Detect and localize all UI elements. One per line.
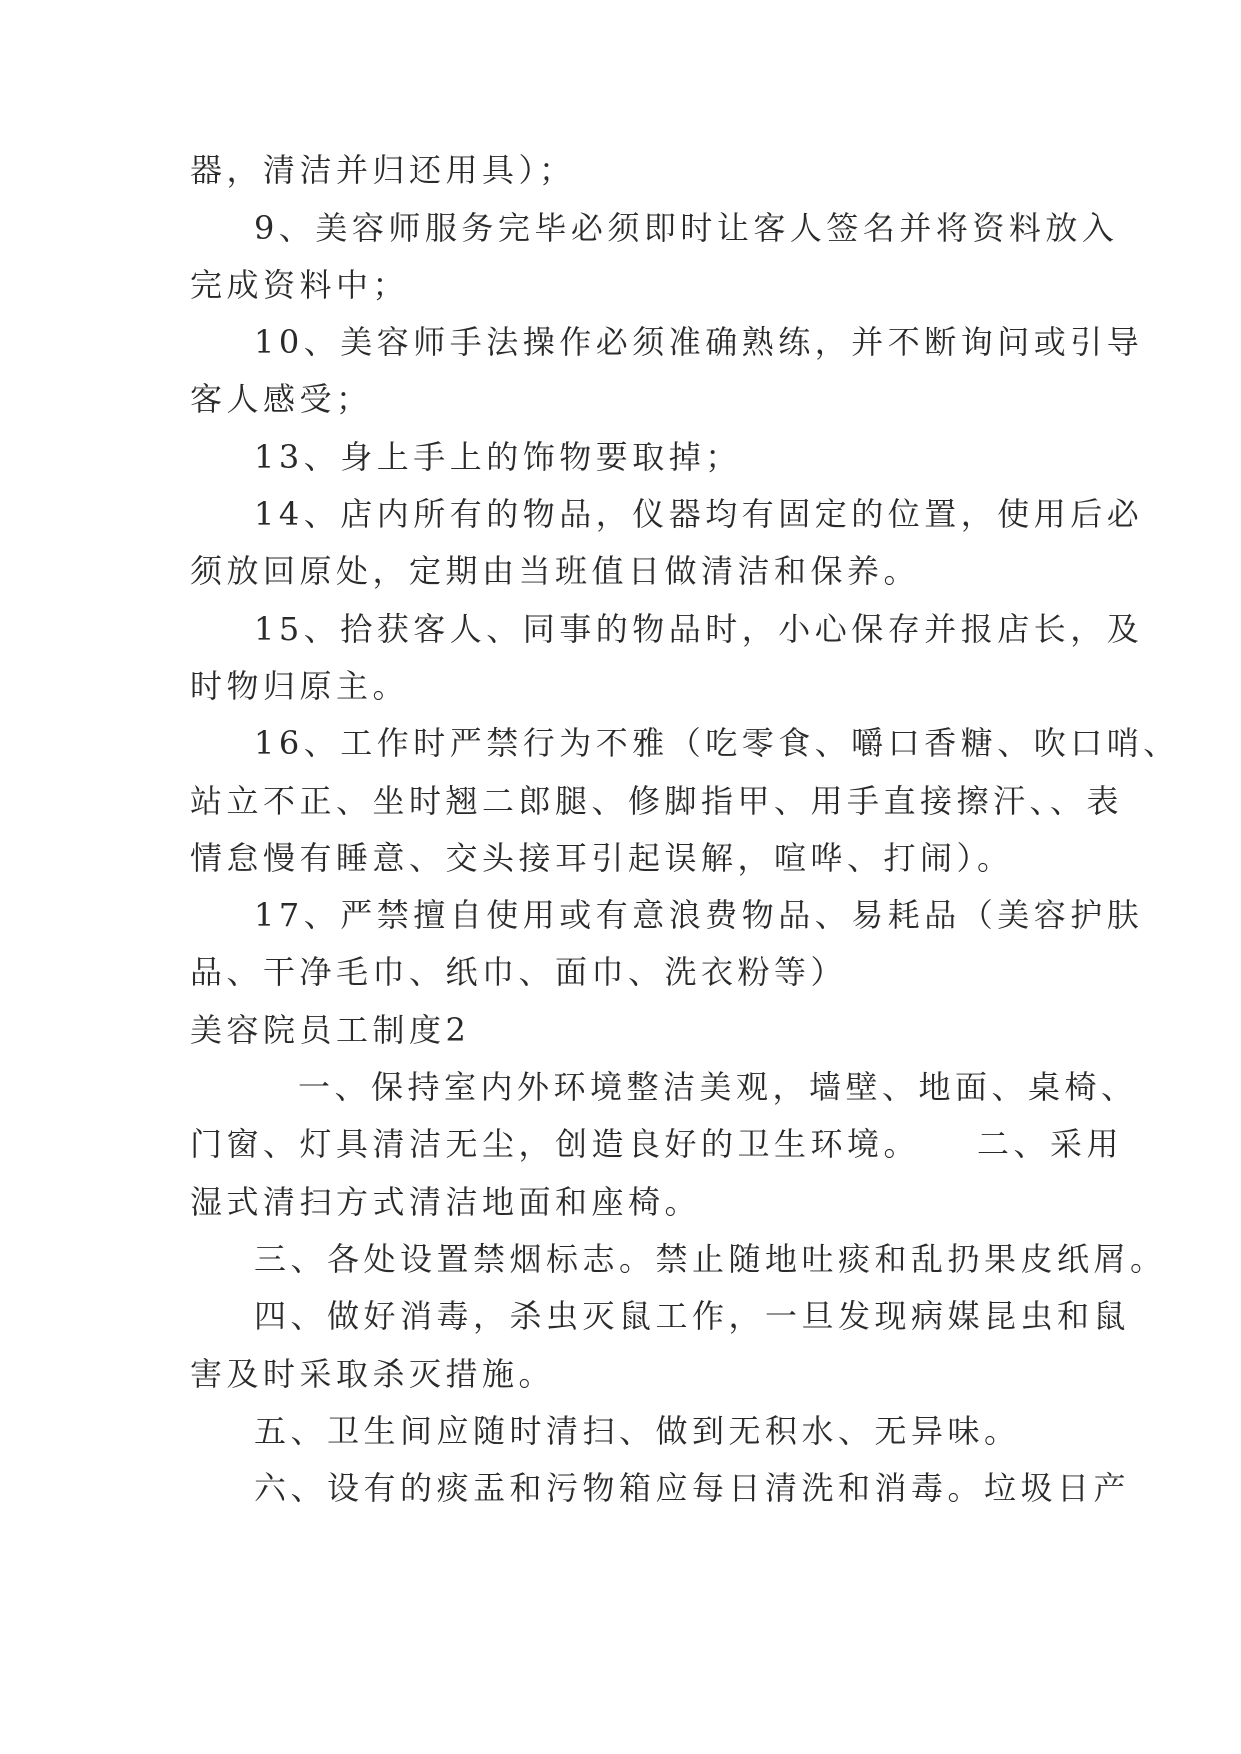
- text-line: 六、设有的痰盂和污物箱应每日清洗和消毒。垃圾日产: [254, 1469, 1131, 1507]
- text-line: 13、身上手上的饰物要取掉；: [254, 438, 742, 476]
- text-line: 站立不正、坐时翘二郎腿、修脚指甲、用手直接擦汗、、表: [190, 782, 1124, 820]
- text-line: 一、保持室内外环境整洁美观，墙壁、地面、桌椅、: [298, 1068, 1138, 1106]
- text-line: 时物归原主。: [190, 667, 410, 705]
- text-line: 14、店内所有的物品，仪器均有固定的位置，使用后必: [254, 495, 1144, 533]
- text-line: 器，清洁并归还用具）；: [190, 151, 576, 189]
- text-line: 湿式清扫方式清洁地面和座椅。: [190, 1183, 702, 1221]
- text-line: 五、卫生间应随时清扫、做到无积水、无异味。: [254, 1412, 1021, 1450]
- text-line: 17、严禁擅自使用或有意浪费物品、易耗品（美容护肤: [254, 896, 1144, 934]
- text-line: 情怠慢有睡意、交头接耳引起误解，喧哗、打闹）。: [190, 839, 1014, 877]
- text-line: 害及时采取杀灭措施。: [190, 1355, 556, 1393]
- text-line: 须放回原处，定期由当班值日做清洁和保养。: [190, 552, 921, 590]
- text-line: 9、美容师服务完毕必须即时让客人签名并将资料放入: [254, 209, 1119, 247]
- text-line: 品、干净毛巾、纸巾、面巾、洗衣粉等）: [190, 953, 848, 991]
- text-line: 门窗、灯具清洁无尘，创造良好的卫生环境。 二、采用: [190, 1125, 1124, 1163]
- text-line: 16、工作时严禁行为不雅（吃零食、嚼口香糖、吹口哨、: [254, 724, 1180, 762]
- text-line: 15、拾获客人、同事的物品时，小心保存并报店长，及: [254, 610, 1144, 648]
- text-line: 10、美容师手法操作必须准确熟练，并不断询问或引导: [254, 323, 1144, 361]
- text-line: 客人感受；: [190, 380, 373, 418]
- text-line: 完成资料中；: [190, 266, 410, 304]
- section-heading: 美容院员工制度2: [190, 1011, 471, 1049]
- text-line: 四、做好消毒，杀虫灭鼠工作，一旦发现病媒昆虫和鼠: [254, 1297, 1131, 1335]
- text-line: 三、各处设置禁烟标志。禁止随地吐痰和乱扔果皮纸屑。: [254, 1240, 1167, 1278]
